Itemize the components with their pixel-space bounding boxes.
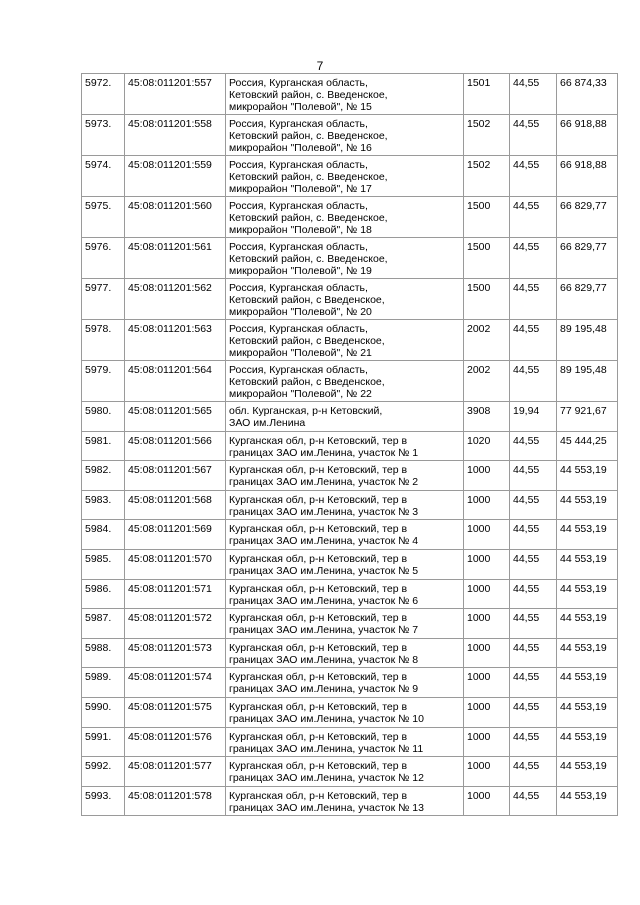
land-plot-table	[81, 73, 618, 816]
address-line: микрорайон "Полевой", № 18	[229, 224, 372, 236]
rate-cell: 44,55	[510, 668, 557, 698]
area-cell: 1000	[464, 609, 510, 639]
area-cell: 3908	[464, 402, 510, 432]
row-number-cell: 5974.	[82, 156, 125, 197]
cadastral-number-cell: 45:08:011201:562	[125, 279, 226, 320]
table-row	[82, 279, 618, 320]
address-line: Курганская обл, р-н Кетовский, тер в	[229, 493, 408, 506]
address-cell	[226, 361, 464, 402]
address-line: Россия, Курганская область,	[229, 200, 368, 212]
table-row	[82, 757, 618, 787]
table-row	[82, 786, 618, 816]
area-cell: 1000	[464, 549, 510, 579]
cadastral-value-cell: 77 921,67	[557, 402, 618, 432]
row-number-cell: 5988.	[82, 638, 125, 668]
rate-cell: 44,55	[510, 431, 557, 461]
row-number-cell: 5983.	[82, 490, 125, 520]
table-body	[82, 74, 618, 816]
area-cell: 1000	[464, 461, 510, 491]
address-cell	[226, 238, 464, 279]
address-line: Курганская обл, р-н Кетовский, тер в	[229, 760, 408, 773]
row-number-cell: 5992.	[82, 757, 125, 787]
cadastral-value-cell: 44 553,19	[557, 609, 618, 639]
cadastral-value-cell: 44 553,19	[557, 549, 618, 579]
rate-cell: 19,94	[510, 402, 557, 432]
rate-cell: 44,55	[510, 727, 557, 757]
table-row	[82, 461, 618, 491]
rate-cell: 44,55	[510, 609, 557, 639]
address-line: Россия, Курганская область,	[229, 364, 368, 376]
address-line: микрорайон "Полевой", № 19	[229, 265, 372, 277]
area-cell: 1500	[464, 238, 510, 279]
cadastral-number-cell: 45:08:011201:571	[125, 579, 226, 609]
address-line: микрорайон "Полевой", № 15	[229, 101, 372, 113]
address-line: Курганская обл, р-н Кетовский, тер в	[229, 789, 408, 802]
row-number-cell: 5991.	[82, 727, 125, 757]
row-number-cell: 5977.	[82, 279, 125, 320]
rate-cell: 44,55	[510, 197, 557, 238]
cadastral-number-cell: 45:08:011201:557	[125, 74, 226, 115]
address-line: Кетовский район, с. Введенское,	[229, 212, 388, 224]
area-cell: 1000	[464, 579, 510, 609]
address-line: границах ЗАО им.Ленина, участок № 4	[229, 535, 419, 548]
cadastral-number-cell: 45:08:011201:564	[125, 361, 226, 402]
address-line: границах ЗАО им.Ленина, участок № 8	[229, 653, 419, 666]
cadastral-number-cell: 45:08:011201:563	[125, 320, 226, 361]
address-cell	[226, 697, 464, 727]
area-cell: 1500	[464, 197, 510, 238]
cadastral-number-cell: 45:08:011201:573	[125, 638, 226, 668]
area-cell: 1020	[464, 431, 510, 461]
address-cell	[226, 609, 464, 639]
rate-cell: 44,55	[510, 320, 557, 361]
table-row	[82, 197, 618, 238]
rate-cell: 44,55	[510, 115, 557, 156]
table-row	[82, 115, 618, 156]
address-line: Кетовский район, с. Введенское,	[229, 89, 388, 101]
area-cell: 2002	[464, 320, 510, 361]
row-number-cell: 5984.	[82, 520, 125, 550]
table-row	[82, 609, 618, 639]
row-number-cell: 5982.	[82, 461, 125, 491]
address-cell	[226, 74, 464, 115]
row-number-cell: 5978.	[82, 320, 125, 361]
cadastral-number-cell: 45:08:011201:566	[125, 431, 226, 461]
rate-cell: 44,55	[510, 520, 557, 550]
cadastral-value-cell: 66 829,77	[557, 279, 618, 320]
address-line: Россия, Курганская область,	[229, 118, 368, 130]
area-cell: 1000	[464, 668, 510, 698]
area-cell: 1000	[464, 757, 510, 787]
address-line: Россия, Курганская область,	[229, 159, 368, 171]
cadastral-value-cell: 89 195,48	[557, 361, 618, 402]
area-cell: 1502	[464, 115, 510, 156]
address-cell	[226, 727, 464, 757]
cadastral-number-cell: 45:08:011201:570	[125, 549, 226, 579]
address-line: границах ЗАО им.Ленина, участок № 1	[229, 446, 419, 459]
area-cell: 1000	[464, 786, 510, 816]
address-cell	[226, 638, 464, 668]
cadastral-value-cell: 44 553,19	[557, 786, 618, 816]
rate-cell: 44,55	[510, 757, 557, 787]
address-line: микрорайон "Полевой", № 21	[229, 347, 372, 359]
cadastral-value-cell: 89 195,48	[557, 320, 618, 361]
row-number-cell: 5973.	[82, 115, 125, 156]
rate-cell: 44,55	[510, 74, 557, 115]
rate-cell: 44,55	[510, 579, 557, 609]
rate-cell: 44,55	[510, 786, 557, 816]
table-row	[82, 431, 618, 461]
table-row	[82, 638, 618, 668]
address-line: Курганская обл, р-н Кетовский, тер в	[229, 730, 408, 743]
cadastral-value-cell: 44 553,19	[557, 579, 618, 609]
cadastral-number-cell: 45:08:011201:567	[125, 461, 226, 491]
table-row	[82, 361, 618, 402]
table-row	[82, 549, 618, 579]
address-line: Россия, Курганская область,	[229, 241, 368, 253]
row-number-cell: 5980.	[82, 402, 125, 432]
address-line: Курганская обл, р-н Кетовский, тер в	[229, 612, 408, 625]
address-cell	[226, 115, 464, 156]
address-line: границах ЗАО им.Ленина, участок № 2	[229, 476, 419, 489]
address-line: границах ЗАО им.Ленина, участок № 5	[229, 564, 419, 577]
address-cell	[226, 402, 464, 432]
area-cell: 1000	[464, 727, 510, 757]
address-line: обл. Курганская, р-н Кетовский,	[229, 405, 383, 417]
address-line: Курганская обл, р-н Кетовский, тер в	[229, 464, 408, 477]
table-row	[82, 520, 618, 550]
address-line: границах ЗАО им.Ленина, участок № 13	[229, 801, 424, 814]
address-line: Курганская обл, р-н Кетовский, тер в	[229, 434, 408, 447]
table-row	[82, 579, 618, 609]
cadastral-value-cell: 44 553,19	[557, 638, 618, 668]
address-line: границах ЗАО им.Ленина, участок № 9	[229, 683, 419, 696]
rate-cell: 44,55	[510, 638, 557, 668]
area-cell: 1502	[464, 156, 510, 197]
cadastral-number-cell: 45:08:011201:578	[125, 786, 226, 816]
cadastral-value-cell: 44 553,19	[557, 461, 618, 491]
row-number-cell: 5979.	[82, 361, 125, 402]
cadastral-number-cell: 45:08:011201:574	[125, 668, 226, 698]
address-cell	[226, 320, 464, 361]
table-row	[82, 668, 618, 698]
row-number-cell: 5993.	[82, 786, 125, 816]
rate-cell: 44,55	[510, 361, 557, 402]
cadastral-number-cell: 45:08:011201:559	[125, 156, 226, 197]
address-line: Россия, Курганская область,	[229, 77, 368, 89]
page-number: 7	[316, 59, 324, 73]
address-line: микрорайон "Полевой", № 22	[229, 388, 372, 400]
row-number-cell: 5989.	[82, 668, 125, 698]
cadastral-value-cell: 44 553,19	[557, 668, 618, 698]
address-line: Россия, Курганская область,	[229, 282, 368, 294]
address-line: границах ЗАО им.Ленина, участок № 7	[229, 624, 419, 637]
table-row	[82, 402, 618, 432]
cadastral-number-cell: 45:08:011201:561	[125, 238, 226, 279]
area-cell: 2002	[464, 361, 510, 402]
row-number-cell: 5981.	[82, 431, 125, 461]
table-row	[82, 490, 618, 520]
rate-cell: 44,55	[510, 697, 557, 727]
address-cell	[226, 461, 464, 491]
cadastral-number-cell: 45:08:011201:572	[125, 609, 226, 639]
cadastral-value-cell: 44 553,19	[557, 490, 618, 520]
cadastral-number-cell: 45:08:011201:568	[125, 490, 226, 520]
rate-cell: 44,55	[510, 156, 557, 197]
cadastral-value-cell: 44 553,19	[557, 697, 618, 727]
rate-cell: 44,55	[510, 279, 557, 320]
address-line: ЗАО им.Ленина	[229, 417, 306, 429]
address-line: границах ЗАО им.Ленина, участок № 6	[229, 594, 419, 607]
cadastral-value-cell: 44 553,19	[557, 727, 618, 757]
cadastral-number-cell: 45:08:011201:560	[125, 197, 226, 238]
address-cell	[226, 786, 464, 816]
address-line: Курганская обл, р-н Кетовский, тер в	[229, 671, 408, 684]
address-line: границах ЗАО им.Ленина, участок № 10	[229, 712, 424, 725]
address-line: Россия, Курганская область,	[229, 323, 368, 335]
address-line: Кетовский район, с Введенское,	[229, 335, 385, 347]
address-cell	[226, 579, 464, 609]
area-cell: 1500	[464, 279, 510, 320]
cadastral-number-cell: 45:08:011201:575	[125, 697, 226, 727]
cadastral-number-cell: 45:08:011201:577	[125, 757, 226, 787]
address-line: Курганская обл, р-н Кетовский, тер в	[229, 582, 408, 595]
table-row	[82, 238, 618, 279]
table-row	[82, 74, 618, 115]
table-row	[82, 156, 618, 197]
address-line: микрорайон "Полевой", № 16	[229, 142, 372, 154]
rate-cell: 44,55	[510, 490, 557, 520]
address-cell	[226, 197, 464, 238]
cadastral-value-cell: 66 874,33	[557, 74, 618, 115]
address-cell	[226, 490, 464, 520]
address-line: Кетовский район, с. Введенское,	[229, 130, 388, 142]
row-number-cell: 5976.	[82, 238, 125, 279]
cadastral-value-cell: 45 444,25	[557, 431, 618, 461]
address-line: Курганская обл, р-н Кетовский, тер в	[229, 641, 408, 654]
address-line: Кетовский район, с. Введенское,	[229, 171, 388, 183]
cadastral-value-cell: 66 829,77	[557, 238, 618, 279]
address-line: Курганская обл, р-н Кетовский, тер в	[229, 552, 408, 565]
address-line: Курганская обл, р-н Кетовский, тер в	[229, 700, 408, 713]
cadastral-value-cell: 44 553,19	[557, 757, 618, 787]
address-cell	[226, 549, 464, 579]
area-cell: 1000	[464, 490, 510, 520]
area-cell: 1000	[464, 520, 510, 550]
rate-cell: 44,55	[510, 238, 557, 279]
address-line: микрорайон "Полевой", № 17	[229, 183, 372, 195]
address-line: границах ЗАО им.Ленина, участок № 12	[229, 772, 424, 785]
table-row	[82, 320, 618, 361]
row-number-cell: 5975.	[82, 197, 125, 238]
address-line: микрорайон "Полевой", № 20	[229, 306, 372, 318]
address-line: Кетовский район, с. Введенское,	[229, 253, 388, 265]
cadastral-number-cell: 45:08:011201:569	[125, 520, 226, 550]
cadastral-number-cell: 45:08:011201:576	[125, 727, 226, 757]
address-line: Кетовский район, с Введенское,	[229, 294, 385, 306]
table-row	[82, 727, 618, 757]
address-cell	[226, 156, 464, 197]
table-row	[82, 697, 618, 727]
address-line: Курганская обл, р-н Кетовский, тер в	[229, 523, 408, 536]
row-number-cell: 5972.	[82, 74, 125, 115]
row-number-cell: 5986.	[82, 579, 125, 609]
address-line: границах ЗАО им.Ленина, участок № 11	[229, 742, 424, 755]
rate-cell: 44,55	[510, 461, 557, 491]
area-cell: 1000	[464, 638, 510, 668]
cadastral-number-cell: 45:08:011201:558	[125, 115, 226, 156]
rate-cell: 44,55	[510, 549, 557, 579]
row-number-cell: 5985.	[82, 549, 125, 579]
address-line: границах ЗАО им.Ленина, участок № 3	[229, 505, 419, 518]
row-number-cell: 5987.	[82, 609, 125, 639]
address-cell	[226, 279, 464, 320]
cadastral-value-cell: 44 553,19	[557, 520, 618, 550]
area-cell: 1000	[464, 697, 510, 727]
cadastral-value-cell: 66 829,77	[557, 197, 618, 238]
address-cell	[226, 668, 464, 698]
cadastral-value-cell: 66 918,88	[557, 115, 618, 156]
area-cell: 1501	[464, 74, 510, 115]
address-line: Кетовский район, с Введенское,	[229, 376, 385, 388]
cadastral-number-cell: 45:08:011201:565	[125, 402, 226, 432]
address-cell	[226, 520, 464, 550]
cadastral-value-cell: 66 918,88	[557, 156, 618, 197]
address-cell	[226, 757, 464, 787]
row-number-cell: 5990.	[82, 697, 125, 727]
address-cell	[226, 431, 464, 461]
